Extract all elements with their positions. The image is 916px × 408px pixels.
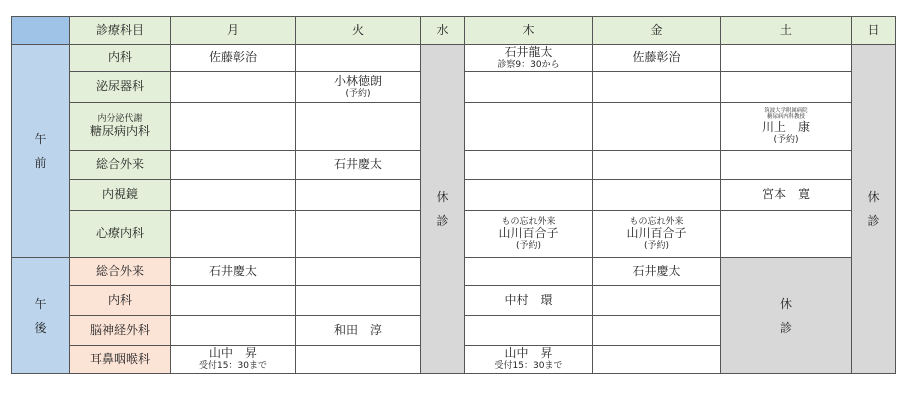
fri-cell xyxy=(593,346,721,374)
fri-cell xyxy=(593,72,721,103)
fri-cell xyxy=(593,180,721,211)
thu-cell: 山中 昇 受付15：30まで xyxy=(465,346,593,374)
mon-cell xyxy=(171,151,296,180)
mon-cell xyxy=(171,286,296,316)
sat-cell xyxy=(721,45,852,72)
mon-cell: 佐藤彰治 xyxy=(171,45,296,72)
tue-cell xyxy=(296,103,421,151)
header-dept: 診療科目 xyxy=(70,17,171,45)
period-pm: 午 後 xyxy=(12,258,70,374)
corner-cell xyxy=(12,17,70,45)
tue-cell xyxy=(296,286,421,316)
sun-closed: 休 診 xyxy=(852,45,896,374)
dept-cell: 泌尿器科 xyxy=(70,72,171,103)
thu-cell xyxy=(465,180,593,211)
sat-cell xyxy=(721,151,852,180)
header-sat: 土 xyxy=(721,17,852,45)
dept-cell: 内科 xyxy=(70,45,171,72)
header-wed: 水 xyxy=(421,17,465,45)
fri-cell xyxy=(593,286,721,316)
fri-cell: 石井慶太 xyxy=(593,258,721,286)
tue-cell: 小林徳朗 (予約) xyxy=(296,72,421,103)
fri-cell xyxy=(593,103,721,151)
sat-pm-closed: 休 診 xyxy=(721,258,852,374)
period-am: 午 前 xyxy=(12,45,70,258)
tue-cell xyxy=(296,211,421,258)
mon-cell xyxy=(171,72,296,103)
tue-cell xyxy=(296,258,421,286)
header-sun: 日 xyxy=(852,17,896,45)
clinic-schedule-table xyxy=(11,16,896,374)
tue-cell xyxy=(296,346,421,374)
mon-cell: 石井慶太 xyxy=(171,258,296,286)
mon-cell: 山中 昇 受付15：30まで xyxy=(171,346,296,374)
wed-closed: 休 診 xyxy=(421,45,465,374)
tue-cell: 石井慶太 xyxy=(296,151,421,180)
thu-cell: 中村 環 xyxy=(465,286,593,316)
header-thu: 木 xyxy=(465,17,593,45)
tue-cell xyxy=(296,180,421,211)
thu-cell: 石井龍太 診察9：30から xyxy=(465,45,593,72)
tue-cell: 和田 淳 xyxy=(296,316,421,346)
dept-cell: 脳神経外科 xyxy=(70,316,171,346)
header-tue: 火 xyxy=(296,17,421,45)
dept-cell: 内視鏡 xyxy=(70,180,171,211)
thu-cell xyxy=(465,103,593,151)
mon-cell xyxy=(171,103,296,151)
header-fri: 金 xyxy=(593,17,721,45)
tue-cell xyxy=(296,45,421,72)
dept-cell: 総合外来 xyxy=(70,151,171,180)
fri-cell xyxy=(593,316,721,346)
sat-cell xyxy=(721,211,852,258)
sat-cell: 宮本 寛 xyxy=(721,180,852,211)
thu-cell xyxy=(465,72,593,103)
sat-cell xyxy=(721,72,852,103)
table-row xyxy=(12,45,896,72)
mon-cell xyxy=(171,316,296,346)
thu-cell: もの忘れ外来 山川百合子 (予約) xyxy=(465,211,593,258)
thu-cell xyxy=(465,316,593,346)
fri-cell: もの忘れ外来 山川百合子 (予約) xyxy=(593,211,721,258)
dept-cell: 耳鼻咽喉科 xyxy=(70,346,171,374)
mon-cell xyxy=(171,180,296,211)
dept-cell: 内分泌代謝 糖尿病内科 xyxy=(70,103,171,151)
thu-cell xyxy=(465,258,593,286)
dept-cell: 内科 xyxy=(70,286,171,316)
sat-cell: 筑波大学附属病院 糖尿病内科教授 川上 康 (予約) xyxy=(721,103,852,151)
dept-cell: 心療内科 xyxy=(70,211,171,258)
fri-cell xyxy=(593,151,721,180)
fri-cell: 佐藤彰治 xyxy=(593,45,721,72)
mon-cell xyxy=(171,211,296,258)
dept-cell: 総合外来 xyxy=(70,258,171,286)
header-row xyxy=(12,17,896,45)
header-mon: 月 xyxy=(171,17,296,45)
thu-cell xyxy=(465,151,593,180)
